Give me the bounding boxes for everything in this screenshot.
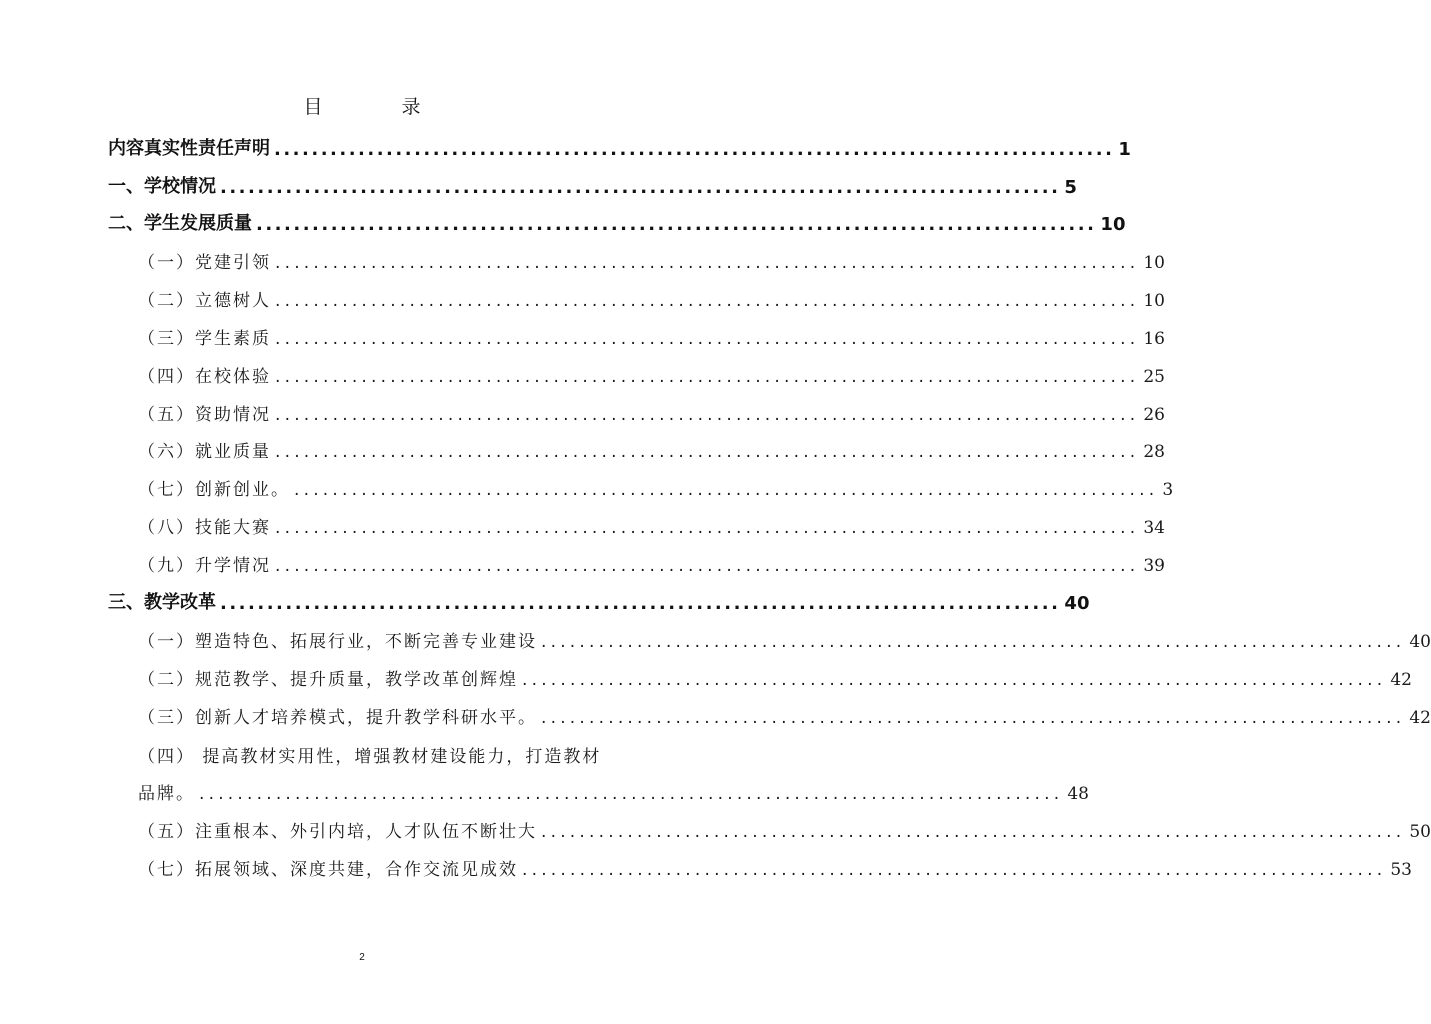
page-number: 2 (359, 952, 365, 963)
toc-leader-dots: .......................................................................................... (275, 367, 1140, 387)
toc-page-number: 16 (1143, 329, 1165, 349)
toc-title: 目 录 (303, 96, 451, 118)
toc-entry-label: （三）学生素质 (138, 329, 271, 349)
toc-leader-dots: .......................................................................................... (541, 632, 1406, 652)
toc-page-number: 10 (1143, 253, 1165, 273)
toc-leader-dots: .......................................................................................... (275, 556, 1140, 576)
toc-leader-dots: .......................................................................................... (220, 177, 1061, 198)
toc-page-number: 3 (1162, 480, 1174, 500)
toc-page-number: 5 (1064, 177, 1077, 198)
toc-page-number: 28 (1143, 442, 1165, 462)
toc-entry-label: （五）资助情况 (138, 405, 271, 425)
toc-entry[interactable] (108, 850, 1412, 880)
toc-entry[interactable] (108, 622, 1431, 652)
toc-entry[interactable] (108, 660, 1412, 690)
toc-entry[interactable] (108, 774, 1089, 804)
toc-page-number: 42 (1390, 670, 1412, 690)
toc-page-number: 50 (1409, 822, 1431, 842)
toc-entry[interactable] (108, 470, 1174, 500)
toc-entry[interactable] (108, 243, 1165, 273)
toc-entry[interactable] (108, 319, 1165, 349)
toc-entry-label: （三）创新人才培养模式，提升教学科研水平。 (138, 708, 537, 728)
toc-entry-label: （一）党建引领 (138, 253, 271, 273)
toc-entry[interactable] (108, 168, 1077, 198)
toc-entry-label: 一、学校情况 (108, 176, 216, 197)
toc-entry[interactable] (108, 395, 1165, 425)
toc-entry-label: 二、学生发展质量 (108, 213, 252, 234)
toc-entry-label: （六）就业质量 (138, 442, 271, 462)
toc-page-number: 26 (1143, 405, 1165, 425)
toc-entry-label: 品牌。 (138, 784, 195, 804)
toc-entry-label: （八）技能大赛 (138, 518, 271, 538)
toc-entry[interactable] (108, 698, 1431, 728)
toc-page-number: 42 (1409, 708, 1431, 728)
toc-entry[interactable] (108, 281, 1165, 311)
toc-leader-dots: .......................................................................................... (522, 860, 1387, 880)
toc-page-number: 48 (1067, 784, 1089, 804)
toc-leader-dots: .......................................................................................... (220, 593, 1061, 614)
toc-leader-dots: .......................................................................................... (275, 518, 1140, 538)
toc-leader-dots: .......................................................................................... (275, 253, 1140, 273)
toc-leader-dots: .......................................................................................... (275, 329, 1140, 349)
toc-entry[interactable] (108, 508, 1165, 538)
toc-entry-label: （二）规范教学、提升质量，教学改革创辉煌 (138, 670, 518, 690)
toc-page-number: 40 (1409, 632, 1431, 652)
toc-leader-dots: .......................................................................................... (541, 708, 1406, 728)
toc-leader-dots: .......................................................................................... (275, 405, 1140, 425)
toc-page-number: 1 (1118, 139, 1131, 160)
toc-entry-label-line1[interactable]: （四） 提高教材实用性，增强教材建设能力，打造教材 (138, 747, 602, 767)
toc-entry[interactable] (108, 130, 1131, 160)
toc-leader-dots: .......................................................................................... (275, 291, 1140, 311)
toc-entry[interactable] (108, 812, 1431, 842)
toc-page-number: 40 (1064, 593, 1090, 614)
toc-entry-label: （四）在校体验 (138, 367, 271, 387)
toc-leader-dots: .......................................................................................... (522, 670, 1387, 690)
toc-entry[interactable] (108, 205, 1126, 235)
toc-page-number: 39 (1143, 556, 1165, 576)
toc-entry-label: （七）创新创业。 (138, 480, 290, 500)
toc-page-number: 10 (1143, 291, 1165, 311)
toc-entry-label: （五）注重根本、外引内培，人才队伍不断壮大 (138, 822, 537, 842)
toc-leader-dots: .......................................................................................... (541, 822, 1406, 842)
toc-entry-label: 内容真实性责任声明 (108, 138, 270, 159)
toc-leader-dots: .......................................................................................... (274, 139, 1115, 160)
toc-entry-label: （二）立德树人 (138, 291, 271, 311)
toc-entry[interactable] (108, 357, 1165, 387)
toc-entry-label: 三、教学改革 (108, 592, 216, 613)
toc-page-number: 25 (1143, 367, 1165, 387)
toc-entry[interactable] (108, 546, 1165, 576)
toc-leader-dots: .......................................................................................... (275, 442, 1140, 462)
toc-page-number: 34 (1143, 518, 1165, 538)
toc-page-number: 10 (1100, 214, 1126, 235)
toc-entry-label: （九）升学情况 (138, 556, 271, 576)
toc-entry[interactable] (108, 584, 1090, 614)
toc-leader-dots: .......................................................................................... (199, 784, 1064, 804)
toc-leader-dots: .......................................................................................... (294, 480, 1159, 500)
toc-page-number: 53 (1390, 860, 1412, 880)
toc-entry-label: （七）拓展领域、深度共建，合作交流见成效 (138, 860, 518, 880)
toc-entry-label: （一）塑造特色、拓展行业，不断完善专业建设 (138, 632, 537, 652)
toc-entry[interactable] (108, 432, 1165, 462)
toc-leader-dots: .......................................................................................... (256, 214, 1097, 235)
